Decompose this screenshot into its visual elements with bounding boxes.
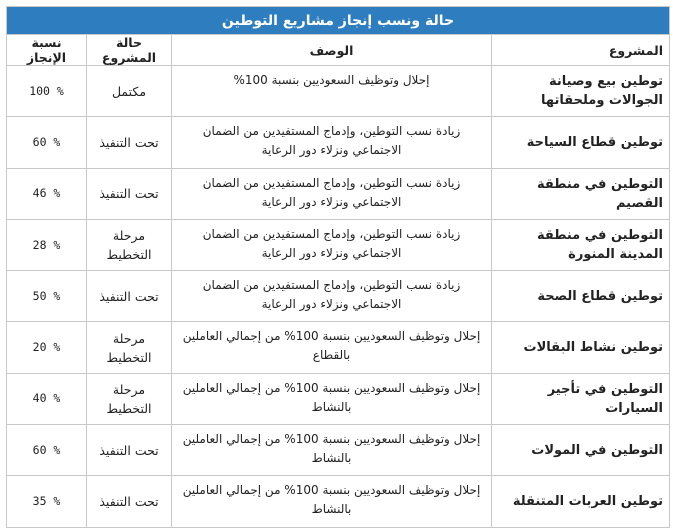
project-description: زيادة نسب التوطين، وإدماج المستفيدين من الضمان الاجتماعي ونزلاء دور الرعاية <box>172 271 492 322</box>
localization-projects-table <box>6 6 670 528</box>
project-name: التوطين في تأجير السيارات <box>492 373 670 424</box>
table-row <box>7 322 670 373</box>
project-name: توطين قطاع الصحة <box>492 271 670 322</box>
project-name: توطين بيع وصيانة الجوالات وملحقاتها <box>492 66 670 117</box>
project-status: مرحلة التخطيط <box>87 322 172 373</box>
project-status: تحت التنفيذ <box>87 425 172 476</box>
project-name: توطين نشاط البقالات <box>492 322 670 373</box>
project-completion: 28 % <box>7 219 87 270</box>
header-project: المشروع <box>492 35 670 66</box>
project-description: زيادة نسب التوطين، وإدماج المستفيدين من الضمان الاجتماعي ونزلاء دور الرعاية <box>172 168 492 219</box>
project-completion: 50 % <box>7 271 87 322</box>
project-status: مكتمل <box>87 66 172 117</box>
table-row <box>7 168 670 219</box>
project-completion: 35 % <box>7 476 87 527</box>
project-description: إحلال وتوظيف السعوديين بنسبة 100% من إجمالي العاملين بالنشاط <box>172 476 492 527</box>
project-status: مرحلة التخطيط <box>87 373 172 424</box>
table-row <box>7 117 670 168</box>
project-status: تحت التنفيذ <box>87 168 172 219</box>
project-status: مرحلة التخطيط <box>87 219 172 270</box>
project-description: إحلال وتوظيف السعوديين بنسبة 100% من إجمالي العاملين بالقطاع <box>172 322 492 373</box>
table-row <box>7 425 670 476</box>
project-description: إحلال وتوظيف السعوديين بنسبة 100% من إجمالي العاملين بالنشاط <box>172 425 492 476</box>
project-completion: 60 % <box>7 117 87 168</box>
project-status: تحت التنفيذ <box>87 476 172 527</box>
table-row <box>7 271 670 322</box>
project-description: إحلال وتوظيف السعوديين بنسبة 100% <box>172 66 492 117</box>
project-description: زيادة نسب التوطين، وإدماج المستفيدين من الضمان الاجتماعي ونزلاء دور الرعاية <box>172 219 492 270</box>
project-completion: 20 % <box>7 322 87 373</box>
project-name: التوطين في منطقة المدينة المنورة <box>492 219 670 270</box>
table-title: حالة ونسب إنجاز مشاريع التوطين <box>7 7 670 35</box>
header-status: حالة المشروع <box>87 35 172 66</box>
header-completion: نسبة الإنجاز <box>7 35 87 66</box>
project-name: التوطين في منطقة القصيم <box>492 168 670 219</box>
project-completion: 40 % <box>7 373 87 424</box>
project-completion: 60 % <box>7 425 87 476</box>
project-completion: 46 % <box>7 168 87 219</box>
project-description: إحلال وتوظيف السعوديين بنسبة 100% من إجمالي العاملين بالنشاط <box>172 373 492 424</box>
project-completion: 100 % <box>7 66 87 117</box>
table-row <box>7 66 670 117</box>
header-description: الوصف <box>172 35 492 66</box>
table-title-row <box>7 7 670 35</box>
project-description: زيادة نسب التوطين، وإدماج المستفيدين من الضمان الاجتماعي ونزلاء دور الرعاية <box>172 117 492 168</box>
project-name: توطين قطاع السياحة <box>492 117 670 168</box>
table-row <box>7 219 670 270</box>
table-row <box>7 373 670 424</box>
project-status: تحت التنفيذ <box>87 117 172 168</box>
table-row <box>7 476 670 527</box>
table-header-row <box>7 35 670 66</box>
project-status: تحت التنفيذ <box>87 271 172 322</box>
project-name: التوطين في المولات <box>492 425 670 476</box>
project-name: توطين العربات المتنقلة <box>492 476 670 527</box>
